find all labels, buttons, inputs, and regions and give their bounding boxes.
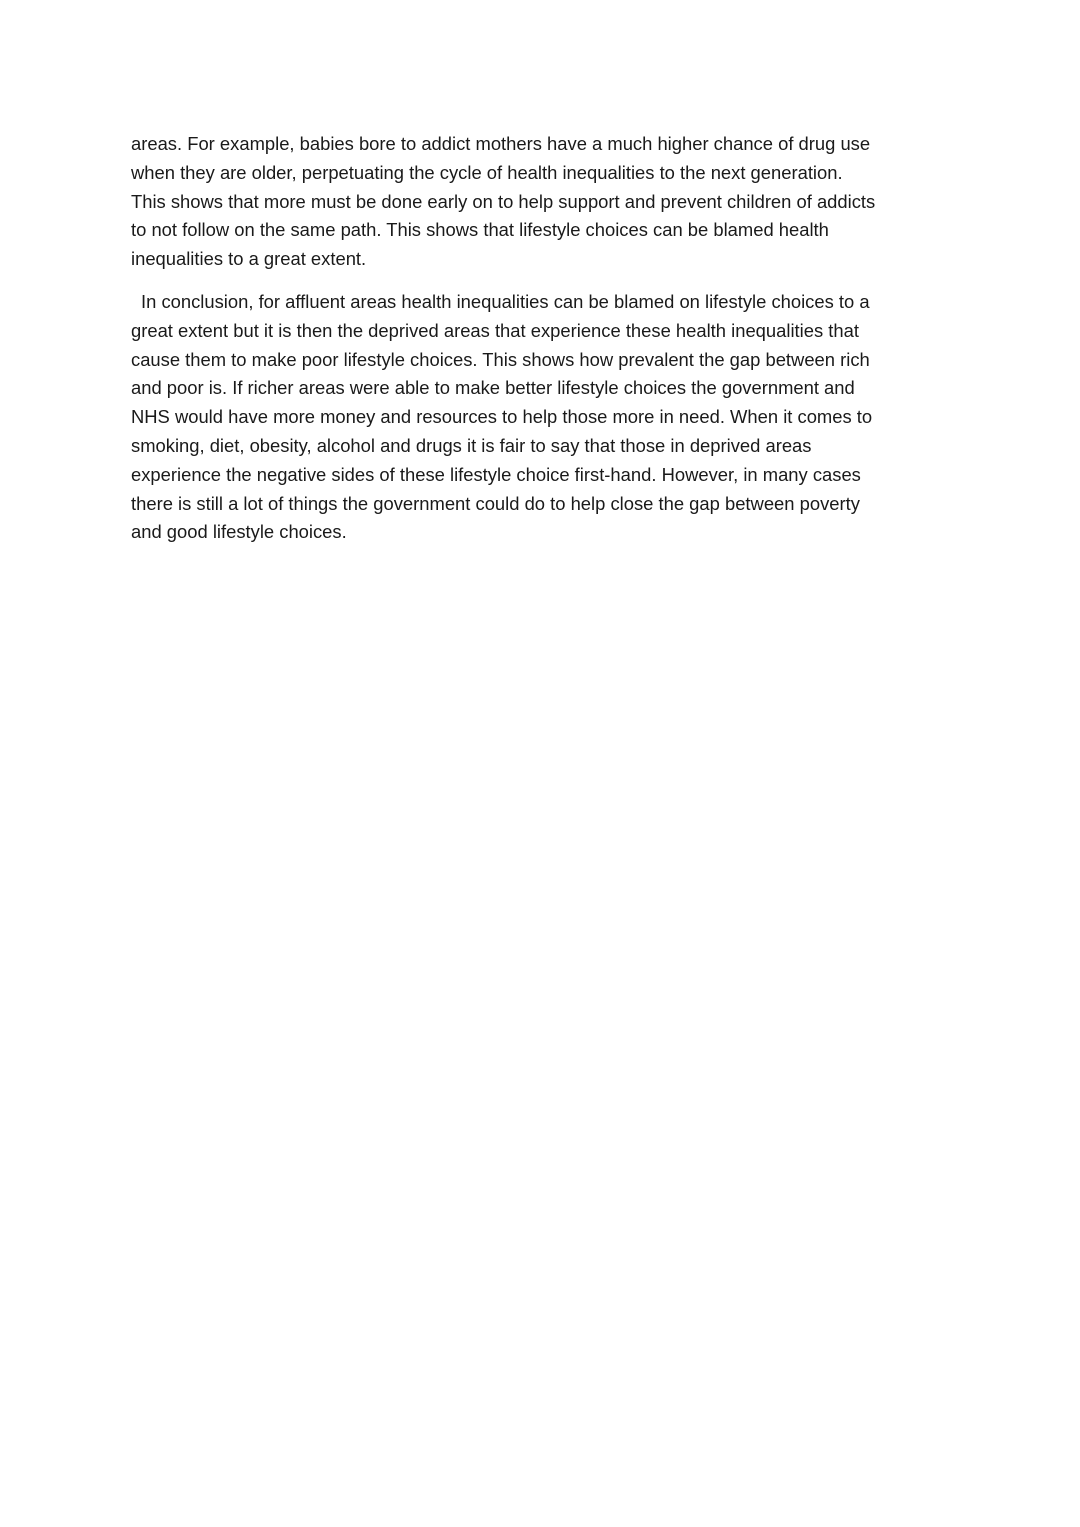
text-line: to not follow on the same path. This shows that lifestyle choices can be blamed health — [131, 219, 829, 241]
text-line: cause them to make poor lifestyle choices. This shows how prevalent the gap between rich — [131, 348, 870, 370]
text-line: there is still a lot of things the government could do to help close the gap between poverty — [131, 492, 860, 514]
document-body — [131, 130, 961, 547]
text-line: when they are older, perpetuating the cycle of health inequalities to the next generation. — [131, 161, 843, 183]
text-line: inequalities to a great extent. — [131, 248, 367, 270]
text-line: In conclusion, for affluent areas health inequalities can be blamed on lifestyle choices to a — [141, 290, 870, 312]
text-line: NHS would have more money and resources to help those more in need. When it comes to — [131, 406, 873, 428]
paragraph-conclusion — [131, 288, 961, 547]
text-line: and poor is. If richer areas were able to make better lifestyle choices the government and — [131, 377, 855, 399]
text-line: This shows that more must be done early on to help support and prevent children of addicts — [131, 190, 876, 212]
text-line: areas. For example, babies bore to addict mothers have a much higher chance of drug use — [131, 133, 871, 154]
text-line: great extent but it is then the deprived areas that experience these health inequalities that — [131, 319, 859, 341]
text-line: smoking, diet, obesity, alcohol and drugs it is fair to say that those in deprived areas — [131, 434, 812, 456]
text-line: experience the negative sides of these lifestyle choice first-hand. However, in many cases — [131, 463, 861, 485]
text-line: and good lifestyle choices. — [131, 521, 347, 543]
paragraph-lifestyle-extent — [131, 130, 961, 274]
